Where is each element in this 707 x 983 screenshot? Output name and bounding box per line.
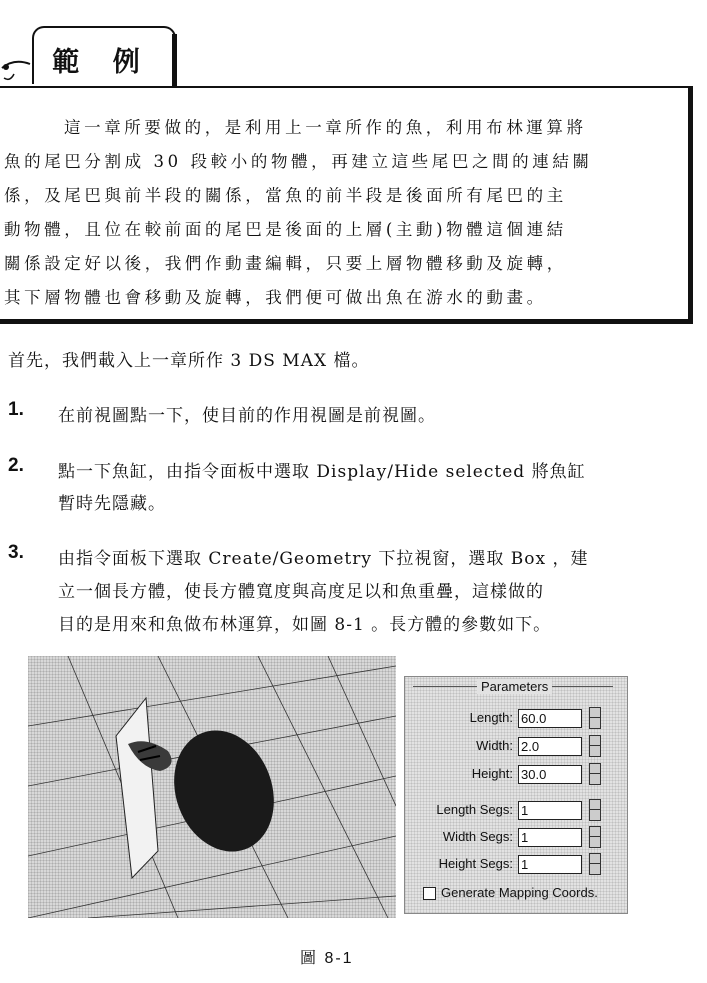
section-tab-shadow <box>172 34 177 86</box>
length-segs-field[interactable]: 1 <box>518 801 582 820</box>
box-plane <box>116 698 158 878</box>
step-text: 點一下魚缸，由指令面板中選取 Display/Hide selected 將魚缸 <box>58 462 586 482</box>
mapping-coords-checkbox[interactable] <box>423 887 436 900</box>
field-label: Height Segs: <box>438 856 513 871</box>
field-label: Width: <box>476 738 513 753</box>
step-text: 暫時先隱藏。 <box>58 494 166 514</box>
section-title: 範 例 <box>52 47 152 78</box>
height-spinner[interactable] <box>589 763 601 785</box>
parameters-panel <box>404 676 628 914</box>
checkbox-label: Generate Mapping Coords. <box>441 885 598 900</box>
field-label: Height: <box>471 766 513 781</box>
step-text: 目的是用來和魚做布林運算，如圖 8-1 。長方體的參數如下。 <box>58 615 552 635</box>
viewport-screenshot <box>28 656 396 918</box>
height-field[interactable]: 30.0 <box>518 765 582 784</box>
field-label: Width Segs: <box>442 829 513 844</box>
length-spinner[interactable] <box>589 707 601 729</box>
height-segs-spinner[interactable] <box>589 853 601 875</box>
step-text: 在前視圖點一下，使目前的作用視圖是前視圖。 <box>58 406 436 426</box>
height-segs-field[interactable]: 1 <box>518 855 582 874</box>
width-field[interactable]: 2.0 <box>518 737 582 756</box>
field-label: Length: <box>469 710 513 725</box>
intro-line: 關係設定好以後，我們作動畫編輯，只要上層物體移動及旋轉， <box>4 254 567 273</box>
length-field[interactable]: 60.0 <box>518 709 582 728</box>
step-number: 1. <box>8 399 24 420</box>
intro-line: 魚的尾巴分割成 30 段較小的物體，再建立這些尾巴之間的連結關 <box>4 152 593 171</box>
step-number: 2. <box>8 455 24 476</box>
width-spinner[interactable] <box>589 735 601 757</box>
pushpin-icon <box>0 54 36 84</box>
viewport-scene <box>28 656 396 918</box>
step-text: 由指令面板下選取 Create/Geometry 下拉視窗，選取 Box ，建 <box>58 549 589 569</box>
step-text: 立一個長方體，使長方體寬度與高度足以和魚重疊，這樣做的 <box>58 582 544 602</box>
fish-body <box>158 716 291 865</box>
intro-line: 動物體，且位在較前面的尾巴是後面的上層(主動)物體這個連結 <box>4 220 567 239</box>
intro-line: 係，及尾巴與前半段的關係，當魚的前半段是後面所有尾巴的主 <box>4 186 567 205</box>
body-paragraph: 首先，我們載入上一章所作 3 DS MAX 檔。 <box>8 351 370 371</box>
step-number: 3. <box>8 542 24 563</box>
length-segs-spinner[interactable] <box>589 799 601 821</box>
intro-line: 這一章所要做的，是利用上一章所作的魚，利用布林運算將 <box>64 118 587 137</box>
field-label: Length Segs: <box>436 802 513 817</box>
intro-line: 其下層物體也會移動及旋轉，我們便可做出魚在游水的動畫。 <box>4 288 547 307</box>
intro-box <box>0 86 693 324</box>
width-segs-spinner[interactable] <box>589 826 601 848</box>
width-segs-field[interactable]: 1 <box>518 828 582 847</box>
panel-title: Parameters <box>477 679 552 694</box>
figure-caption: 圖 8-1 <box>300 950 354 967</box>
